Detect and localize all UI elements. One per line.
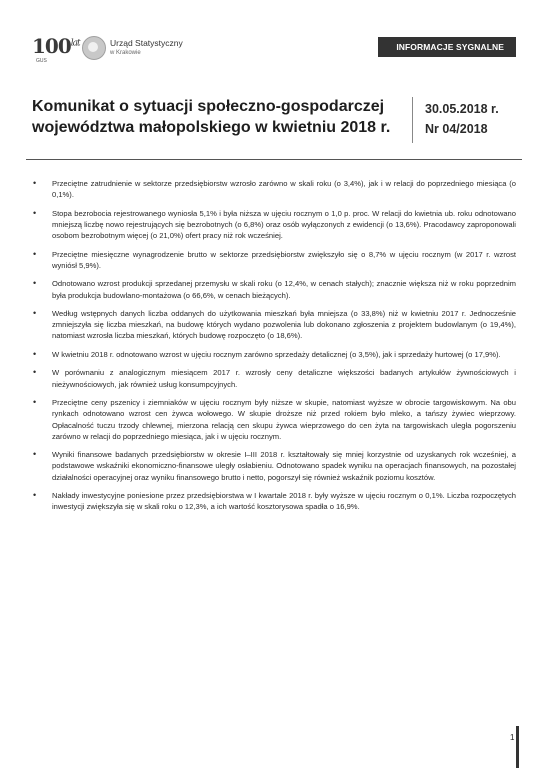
list-item: • Odnotowano wzrost produkcji sprzedanej przemysłu w skali roku (o 12,4%, w cenach stałych); znacznie większa niż w roku poprzednim była produkcja budowlano-montażowa (o 66,6%, w cenach bieżących).	[30, 278, 516, 300]
page-edge-bar	[516, 726, 519, 768]
list-item: • Wyniki finansowe badanych przedsiębiorstw w okresie I–III 2018 r. kształtowały się mniej korzystnie od uzyskanych rok wcześniej, a podstawowe wskaźniki ekonomiczno-finansowe uległy osłabieniu. Odnotowano spadek wyniku na operacjach finansowych, na pozostałej działalności operacyjnej oraz wyniku finansowego brutto i netto, pogorszył się również wskaźnik poziomu kosztów.	[30, 449, 516, 483]
gus-label: GUS	[36, 58, 47, 64]
publication-meta	[425, 99, 499, 139]
list-item: • Przeciętne zatrudnienie w sektorze przedsiębiorstw wzrosło zarówno w skali roku (o 3,4%), jak i w relacji do poprzedniego miesiąca (o 0,1%).	[30, 178, 516, 200]
publication-type-badge: INFORMACJE SYGNALNE	[378, 37, 516, 57]
list-item: • W porównaniu z analogicznym miesiącem 2017 r. wzrosły ceny detaliczne większości badanych artykułów żywnościowych i nieżywnościowych, jak również usług konsumpcyjnych.	[30, 367, 516, 389]
office-name-line1: Urząd Statystyczny	[110, 38, 183, 48]
header-separator	[26, 159, 522, 160]
list-item: • Według wstępnych danych liczba oddanych do użytkowania mieszkań była mniejsza (o 33,8%) niż w kwietniu 2017 r. Jednocześnie zmniejszyła się liczba mieszkań, na budowę których wydano pozwolenia lub dokonano zgłoszenia z projektem budowlanym (o 19,4%), natomiast wzrosła liczba mieszkań, których budowę rozpoczęto (o 18,6%).	[30, 308, 516, 342]
office-name	[110, 38, 183, 58]
title-divider	[412, 97, 413, 143]
list-item: • W kwietniu 2018 r. odnotowano wzrost w ujęciu rocznym zarówno sprzedaży detalicznej (o 3,5%), jak i sprzedaży hurtowej (o 17,9%).	[30, 349, 516, 360]
publication-number: Nr 04/2018	[425, 122, 488, 136]
page-number: 1	[510, 733, 515, 742]
page-title: Komunikat o sytuacji społeczno-gospodarczej województwa małopolskiego w kwietniu 2018 r.	[32, 98, 391, 136]
list-item: • Przeciętne miesięczne wynagrodzenie brutto w sektorze przedsiębiorstw zwiększyło się o 8,7% w ujęciu rocznym (w 2017 r. wzrost wyniósł 5,9%).	[30, 249, 516, 271]
list-item: • Przeciętne ceny pszenicy i ziemniaków w ujęciu rocznym były niższe w skupie, natomiast wyższe w obrocie targowiskowym. Na obu rynkach odnotowano wzrost cen żywca wołowego. W skupie droższe niż przed rokiem było mleko, a tańszy żywiec wieprzowy. Opłacalność tuczu trzody chlewnej, mierzona relacją cen skupu żywca wieprzowego do cen żyta na targowiskach uległa pogorszeniu zarówno w relacji do poprzedniego miesiąca, jak i w ujęciu rocznym.	[30, 397, 516, 442]
page-header	[32, 28, 516, 68]
summary-list	[30, 178, 516, 520]
office-name-line2: w Krakowie	[110, 50, 141, 56]
list-item: • Stopa bezrobocia rejestrowanego wyniosła 5,1% i była niższa w ujęciu rocznym o 1,0 p. proc. W relacji do kwietnia ub. roku odnotowano mniejszą liczbę nowo rejestrujących się bezrobotnych (o 6,8%) oraz osób wyłączonych z ewidencji (o 13,6%). Pracodawcy zaproponowali osobom bezrobotnym więcej (o 21,0%) ofert pracy niż rok wcześniej.	[30, 208, 516, 242]
office-seal-icon	[82, 36, 106, 60]
publication-date: 30.05.2018 r.	[425, 102, 499, 116]
list-item: • Nakłady inwestycyjne poniesione przez przedsiębiorstwa w I kwartale 2018 r. były wyższe w ujęciu rocznym o 0,1%. Liczba rozpoczętych inwestycji zwiększyła się w skali roku o 12,3%, a ich wartość kosztorysowa spadła o 16,9%.	[30, 490, 516, 512]
title-block	[32, 96, 392, 138]
anniversary-logo: $100^{lat}$	[32, 34, 80, 58]
